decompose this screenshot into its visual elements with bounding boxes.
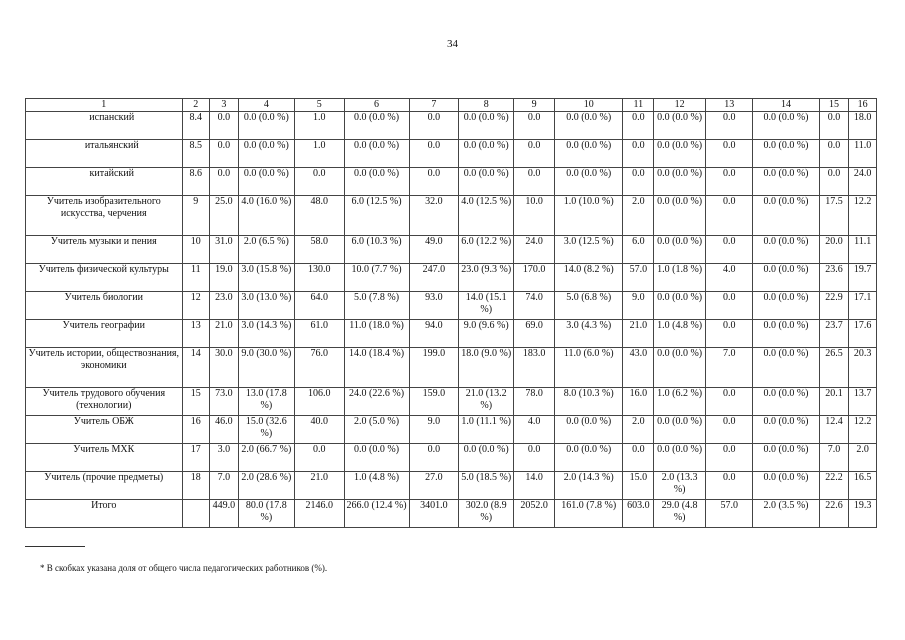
table-cell: 4.0 — [514, 416, 555, 444]
table-cell: 0.0 (0.0 %) — [753, 388, 819, 416]
table-cell: 0.0 — [409, 168, 459, 196]
table-cell: 25.0 — [210, 196, 239, 236]
table-cell: 0.0 (0.0 %) — [753, 140, 819, 168]
row-label: испанский — [26, 112, 183, 140]
table-cell: 0.0 (0.0 %) — [459, 168, 514, 196]
table-cell: 159.0 — [409, 388, 459, 416]
column-header: 10 — [555, 99, 623, 112]
table-cell: 130.0 — [294, 264, 344, 292]
table-cell: 0.0 — [514, 140, 555, 168]
table-cell: 13.0 (17.8 %) — [238, 388, 294, 416]
table-cell: 0.0 — [706, 416, 753, 444]
table-cell: 0.0 (0.0 %) — [238, 112, 294, 140]
table-cell: 3.0 (4.3 %) — [555, 320, 623, 348]
table-cell: 30.0 — [210, 348, 239, 388]
table-cell: 13.7 — [849, 388, 877, 416]
column-header: 8 — [459, 99, 514, 112]
table-cell: 0.0 — [706, 196, 753, 236]
row-label: Учитель МХК — [26, 444, 183, 472]
table-cell: 43.0 — [623, 348, 654, 388]
table-cell: 0.0 — [819, 140, 849, 168]
table-cell: 0.0 — [706, 112, 753, 140]
table-cell: 20.3 — [849, 348, 877, 388]
table-cell: 0.0 (0.0 %) — [753, 320, 819, 348]
table-cell: 19.3 — [849, 500, 877, 528]
table-cell: 1.0 (1.8 %) — [654, 264, 706, 292]
table-cell: 0.0 — [409, 112, 459, 140]
column-header: 13 — [706, 99, 753, 112]
table-cell: 20.1 — [819, 388, 849, 416]
table-cell: 17.1 — [849, 292, 877, 320]
column-header: 4 — [238, 99, 294, 112]
table-cell: 13 — [182, 320, 210, 348]
table-cell — [182, 500, 210, 528]
column-header: 2 — [182, 99, 210, 112]
table-cell: 0.0 — [623, 140, 654, 168]
row-label: Учитель изобразительного искусства, черчения — [26, 196, 183, 236]
row-label: китайский — [26, 168, 183, 196]
table-cell: 0.0 (0.0 %) — [555, 112, 623, 140]
table-cell: 14 — [182, 348, 210, 388]
table-cell: 2.0 (5.0 %) — [344, 416, 409, 444]
table-cell: 24.0 (22.6 %) — [344, 388, 409, 416]
table-cell: 22.9 — [819, 292, 849, 320]
table-cell: 0.0 (0.0 %) — [555, 140, 623, 168]
table-cell: 61.0 — [294, 320, 344, 348]
table-cell: 0.0 (0.0 %) — [344, 168, 409, 196]
table-cell: 5.0 (6.8 %) — [555, 292, 623, 320]
table-cell: 9.0 (30.0 %) — [238, 348, 294, 388]
table-cell: 11.0 (6.0 %) — [555, 348, 623, 388]
table-cell: 10.0 — [514, 196, 555, 236]
table-row — [26, 320, 877, 348]
table-cell: 64.0 — [294, 292, 344, 320]
table-cell: 11 — [182, 264, 210, 292]
row-label: Учитель физической культуры — [26, 264, 183, 292]
table-cell: 8.0 (10.3 %) — [555, 388, 623, 416]
table-cell: 18.0 (9.0 %) — [459, 348, 514, 388]
table-cell: 3.0 (15.8 %) — [238, 264, 294, 292]
table-cell: 170.0 — [514, 264, 555, 292]
table-cell: 0.0 — [706, 236, 753, 264]
table-cell: 2.0 (66.7 %) — [238, 444, 294, 472]
table-cell: 18.0 — [849, 112, 877, 140]
table-cell: 0.0 (0.0 %) — [654, 348, 706, 388]
table-row — [26, 348, 877, 388]
row-label: Учитель трудового обучения (технологии) — [26, 388, 183, 416]
table-cell: 0.0 (0.0 %) — [459, 140, 514, 168]
table-cell: 21.0 (13.2 %) — [459, 388, 514, 416]
table-cell: 247.0 — [409, 264, 459, 292]
table-cell: 0.0 — [210, 112, 239, 140]
table-row — [26, 444, 877, 472]
table-cell: 2.0 (13.3 %) — [654, 472, 706, 500]
table-cell: 12 — [182, 292, 210, 320]
table-cell: 2.0 (6.5 %) — [238, 236, 294, 264]
table-cell: 449.0 — [210, 500, 239, 528]
table-cell: 106.0 — [294, 388, 344, 416]
table-cell: 0.0 — [706, 292, 753, 320]
table-cell: 26.5 — [819, 348, 849, 388]
table-cell: 31.0 — [210, 236, 239, 264]
table-cell: 3.0 — [210, 444, 239, 472]
table-cell: 40.0 — [294, 416, 344, 444]
table-cell: 76.0 — [294, 348, 344, 388]
table-cell: 0.0 — [819, 112, 849, 140]
table-cell: 19.0 — [210, 264, 239, 292]
table-cell: 16.0 — [623, 388, 654, 416]
table-cell: 0.0 (0.0 %) — [654, 416, 706, 444]
table-cell: 0.0 (0.0 %) — [654, 236, 706, 264]
table-cell: 0.0 — [706, 168, 753, 196]
column-header: 16 — [849, 99, 877, 112]
table-row — [26, 140, 877, 168]
table-cell: 14.0 — [514, 472, 555, 500]
table-cell: 6.0 — [623, 236, 654, 264]
table-cell: 1.0 (4.8 %) — [654, 320, 706, 348]
table-cell: 11.1 — [849, 236, 877, 264]
table-cell: 0.0 — [514, 168, 555, 196]
table-cell: 0.0 (0.0 %) — [459, 112, 514, 140]
row-label: Учитель географии — [26, 320, 183, 348]
table-cell: 2.0 (3.5 %) — [753, 500, 819, 528]
table-cell: 11.0 (18.0 %) — [344, 320, 409, 348]
table-cell: 23.7 — [819, 320, 849, 348]
column-header: 3 — [210, 99, 239, 112]
table-cell: 2052.0 — [514, 500, 555, 528]
table-row — [26, 112, 877, 140]
table-cell: 0.0 (0.0 %) — [238, 168, 294, 196]
table-cell: 183.0 — [514, 348, 555, 388]
table-cell: 32.0 — [409, 196, 459, 236]
table-row — [26, 292, 877, 320]
table-cell: 11.0 — [849, 140, 877, 168]
row-label: итальянский — [26, 140, 183, 168]
table-cell: 0.0 — [514, 444, 555, 472]
table-cell: 58.0 — [294, 236, 344, 264]
table-cell: 57.0 — [706, 500, 753, 528]
table-cell: 0.0 — [706, 472, 753, 500]
table-row — [26, 500, 877, 528]
table-cell: 16.5 — [849, 472, 877, 500]
table-cell: 0.0 (0.0 %) — [344, 140, 409, 168]
footnote: * В скобках указана доля от общего числа педагогических работников (%). — [40, 563, 328, 573]
table-cell: 29.0 (4.8 %) — [654, 500, 706, 528]
table-cell: 3.0 (14.3 %) — [238, 320, 294, 348]
table-cell: 7.0 — [706, 348, 753, 388]
table-cell: 14.0 (15.1 %) — [459, 292, 514, 320]
table-cell: 21.0 — [210, 320, 239, 348]
row-label: Учитель биологии — [26, 292, 183, 320]
table-cell: 9 — [182, 196, 210, 236]
table-cell: 0.0 (0.0 %) — [753, 168, 819, 196]
table-cell: 0.0 (0.0 %) — [654, 196, 706, 236]
table-cell: 2.0 — [623, 416, 654, 444]
table-cell: 302.0 (8.9 %) — [459, 500, 514, 528]
table-cell: 0.0 (0.0 %) — [654, 112, 706, 140]
table-cell: 1.0 (6.2 %) — [654, 388, 706, 416]
table-cell: 17 — [182, 444, 210, 472]
table-cell: 8.6 — [182, 168, 210, 196]
data-table — [25, 98, 877, 528]
table-cell: 0.0 — [409, 140, 459, 168]
table-cell: 6.0 (10.3 %) — [344, 236, 409, 264]
table-cell: 9.0 — [409, 416, 459, 444]
table-cell: 2.0 (28.6 %) — [238, 472, 294, 500]
table-cell: 1.0 — [294, 112, 344, 140]
table-cell: 0.0 — [409, 444, 459, 472]
table-cell: 0.0 (0.0 %) — [459, 444, 514, 472]
table-cell: 73.0 — [210, 388, 239, 416]
table-cell: 0.0 — [210, 168, 239, 196]
table-cell: 161.0 (7.8 %) — [555, 500, 623, 528]
table-cell: 10 — [182, 236, 210, 264]
table-cell: 69.0 — [514, 320, 555, 348]
column-header: 9 — [514, 99, 555, 112]
table-cell: 22.2 — [819, 472, 849, 500]
table-row — [26, 168, 877, 196]
column-header: 6 — [344, 99, 409, 112]
table-cell: 0.0 (0.0 %) — [753, 236, 819, 264]
row-label: Учитель музыки и пения — [26, 236, 183, 264]
table-cell: 199.0 — [409, 348, 459, 388]
column-header: 7 — [409, 99, 459, 112]
table-cell: 0.0 (0.0 %) — [753, 112, 819, 140]
table-cell: 3.0 (12.5 %) — [555, 236, 623, 264]
table-cell: 23.0 — [210, 292, 239, 320]
row-label: Итого — [26, 500, 183, 528]
table-cell: 0.0 (0.0 %) — [555, 416, 623, 444]
table-cell: 0.0 — [706, 388, 753, 416]
table-cell: 0.0 (0.0 %) — [654, 292, 706, 320]
table-cell: 0.0 (0.0 %) — [344, 444, 409, 472]
header-row — [26, 99, 877, 112]
table-cell: 23.0 (9.3 %) — [459, 264, 514, 292]
table-cell: 4.0 (16.0 %) — [238, 196, 294, 236]
table-cell: 18 — [182, 472, 210, 500]
column-header: 11 — [623, 99, 654, 112]
table-cell: 74.0 — [514, 292, 555, 320]
table-cell: 0.0 (0.0 %) — [753, 348, 819, 388]
table-cell: 0.0 (0.0 %) — [654, 168, 706, 196]
table-cell: 0.0 (0.0 %) — [555, 168, 623, 196]
table-row — [26, 416, 877, 444]
table-cell: 57.0 — [623, 264, 654, 292]
table-cell: 78.0 — [514, 388, 555, 416]
table-cell: 0.0 (0.0 %) — [753, 472, 819, 500]
table-cell: 603.0 — [623, 500, 654, 528]
table-cell: 0.0 (0.0 %) — [654, 140, 706, 168]
table-cell: 1.0 (10.0 %) — [555, 196, 623, 236]
table-cell: 12.2 — [849, 196, 877, 236]
table-cell: 93.0 — [409, 292, 459, 320]
table-cell: 0.0 (0.0 %) — [753, 416, 819, 444]
table-cell: 0.0 — [706, 320, 753, 348]
table-cell: 0.0 (0.0 %) — [753, 444, 819, 472]
table-cell: 0.0 — [294, 444, 344, 472]
table-cell: 15.0 — [623, 472, 654, 500]
table-cell: 94.0 — [409, 320, 459, 348]
table-cell: 1.0 (11.1 %) — [459, 416, 514, 444]
table-cell: 4.0 — [706, 264, 753, 292]
column-header: 12 — [654, 99, 706, 112]
table-cell: 0.0 — [294, 168, 344, 196]
table-body — [26, 112, 877, 528]
table-cell: 46.0 — [210, 416, 239, 444]
table-cell: 0.0 — [210, 140, 239, 168]
table-cell: 2146.0 — [294, 500, 344, 528]
table-cell: 0.0 — [623, 444, 654, 472]
table-cell: 0.0 — [706, 140, 753, 168]
table-cell: 15.0 (32.6 %) — [238, 416, 294, 444]
table-cell: 5.0 (18.5 %) — [459, 472, 514, 500]
column-header: 14 — [753, 99, 819, 112]
table-cell: 10.0 (7.7 %) — [344, 264, 409, 292]
table-cell: 80.0 (17.8 %) — [238, 500, 294, 528]
table-row — [26, 472, 877, 500]
table-cell: 0.0 — [514, 112, 555, 140]
table-cell: 23.6 — [819, 264, 849, 292]
table-cell: 22.6 — [819, 500, 849, 528]
table-cell: 3.0 (13.0 %) — [238, 292, 294, 320]
table-cell: 24.0 — [849, 168, 877, 196]
table-cell: 8.5 — [182, 140, 210, 168]
table-cell: 0.0 (0.0 %) — [344, 112, 409, 140]
table-cell: 1.0 (4.8 %) — [344, 472, 409, 500]
table-cell: 0.0 — [623, 168, 654, 196]
table-cell: 0.0 (0.0 %) — [654, 444, 706, 472]
table-cell: 17.5 — [819, 196, 849, 236]
table-cell: 9.0 (9.6 %) — [459, 320, 514, 348]
table-cell: 7.0 — [819, 444, 849, 472]
table-cell: 15 — [182, 388, 210, 416]
table-cell: 14.0 (18.4 %) — [344, 348, 409, 388]
column-header: 5 — [294, 99, 344, 112]
table-cell: 6.0 (12.2 %) — [459, 236, 514, 264]
row-label: Учитель (прочие предметы) — [26, 472, 183, 500]
table-cell: 6.0 (12.5 %) — [344, 196, 409, 236]
table-cell: 266.0 (12.4 %) — [344, 500, 409, 528]
table-cell: 4.0 (12.5 %) — [459, 196, 514, 236]
table-cell: 24.0 — [514, 236, 555, 264]
table-row — [26, 236, 877, 264]
table-cell: 8.4 — [182, 112, 210, 140]
column-header: 15 — [819, 99, 849, 112]
table-cell: 17.6 — [849, 320, 877, 348]
table-cell: 5.0 (7.8 %) — [344, 292, 409, 320]
table-cell: 0.0 — [819, 168, 849, 196]
row-label: Учитель истории, обществознания, экономики — [26, 348, 183, 388]
table-row — [26, 196, 877, 236]
page-number: 34 — [447, 38, 458, 50]
table-cell: 20.0 — [819, 236, 849, 264]
table-cell: 0.0 (0.0 %) — [555, 444, 623, 472]
table-cell: 16 — [182, 416, 210, 444]
table-cell: 3401.0 — [409, 500, 459, 528]
table-cell: 12.2 — [849, 416, 877, 444]
table-row — [26, 388, 877, 416]
table-cell: 0.0 — [706, 444, 753, 472]
table-cell: 2.0 — [623, 196, 654, 236]
row-label: Учитель ОБЖ — [26, 416, 183, 444]
table-cell: 0.0 (0.0 %) — [753, 264, 819, 292]
table-cell: 0.0 (0.0 %) — [753, 292, 819, 320]
table-cell: 19.7 — [849, 264, 877, 292]
table-cell: 49.0 — [409, 236, 459, 264]
table-cell: 27.0 — [409, 472, 459, 500]
column-header: 1 — [26, 99, 183, 112]
table-cell: 1.0 — [294, 140, 344, 168]
footnote-divider — [25, 546, 85, 547]
table-cell: 2.0 — [849, 444, 877, 472]
table-cell: 0.0 (0.0 %) — [238, 140, 294, 168]
table-row — [26, 264, 877, 292]
table-cell: 12.4 — [819, 416, 849, 444]
table-cell: 48.0 — [294, 196, 344, 236]
table-cell: 21.0 — [294, 472, 344, 500]
table-cell: 0.0 (0.0 %) — [753, 196, 819, 236]
table-cell: 2.0 (14.3 %) — [555, 472, 623, 500]
table-cell: 0.0 — [623, 112, 654, 140]
table-cell: 14.0 (8.2 %) — [555, 264, 623, 292]
table-cell: 9.0 — [623, 292, 654, 320]
table-cell: 7.0 — [210, 472, 239, 500]
table-cell: 21.0 — [623, 320, 654, 348]
